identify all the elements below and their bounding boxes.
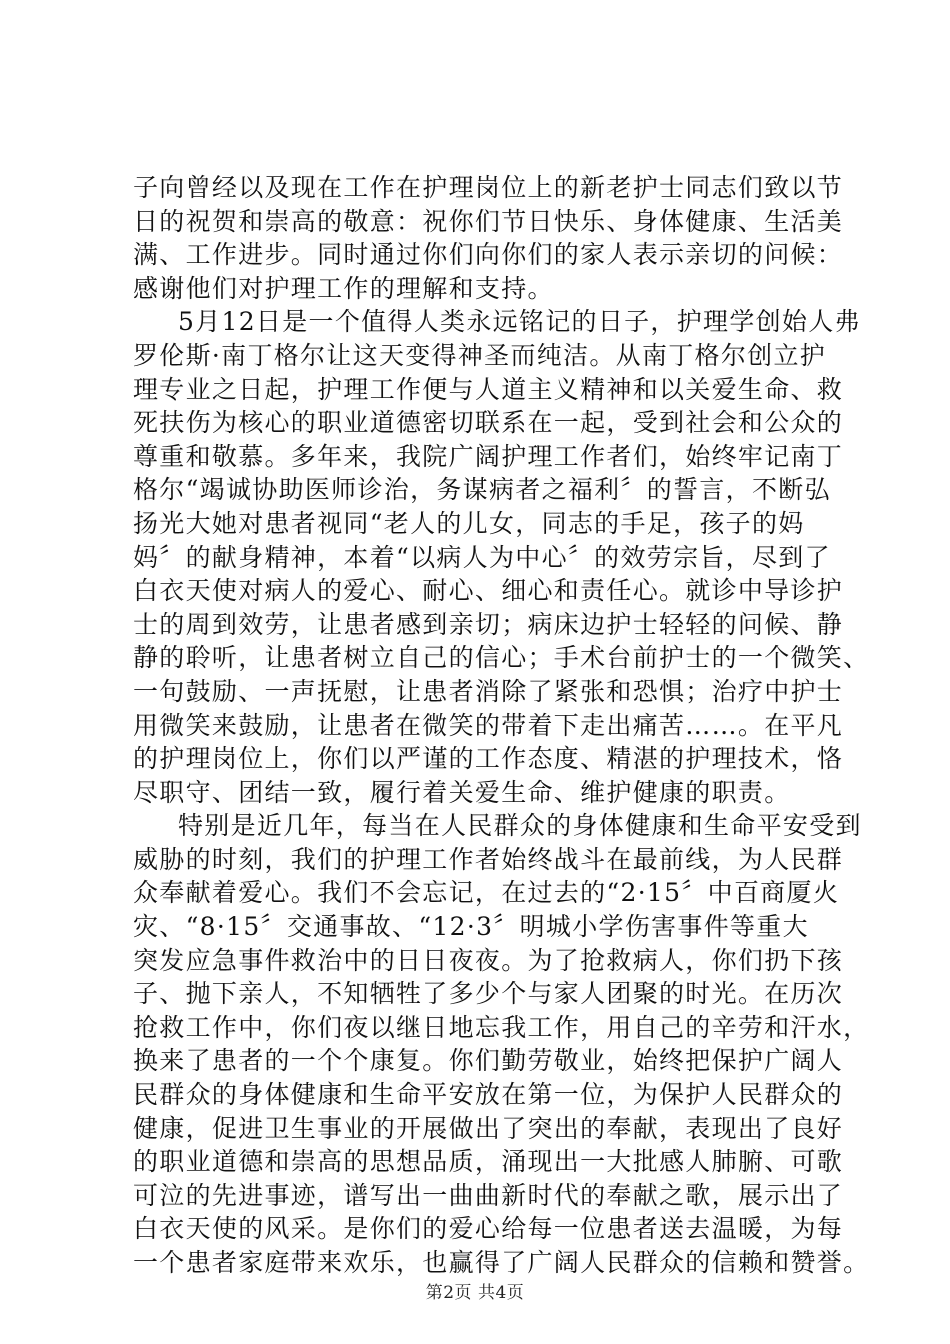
text-line: 健康，促进卫生事业的开展做出了突出的奉献，表现出了良好: [133, 1113, 844, 1143]
text-line: 感谢他们对护理工作的理解和支持。: [133, 273, 554, 303]
text-line: 突发应急事件救治中的日日夜夜。为了抢救病人，你们扔下孩: [133, 945, 844, 975]
text-line: 抢救工作中，你们夜以继日地忘我工作，用自己的辛劳和汗水，: [133, 1012, 870, 1042]
text-line: 日的祝贺和崇高的敬意：祝你们节日快乐、身体健康、生活美: [133, 206, 844, 236]
text-line: 满、工作进步。同时通过你们向你们的家人表示亲切的问候：: [133, 240, 844, 270]
text-line: 白衣天使对病人的爱心、耐心、细心和责任心。就诊中导诊护: [133, 576, 844, 606]
text-line: 民群众的身体健康和生命平安放在第一位，为保护人民群众的: [133, 1080, 844, 1110]
text-line: 格尔“竭诚协助医师诊治，务谋病者之福利〞的誓言，不断弘: [133, 475, 831, 505]
text-line: 士的周到效劳，让患者感到亲切；病床边护士轻轻的问候、静: [133, 609, 844, 639]
text-line: 可泣的先进事迹，谱写出一曲曲新时代的奉献之歌，展示出了: [133, 1180, 844, 1210]
text-line: 尊重和敬慕。多年来，我院广阔护理工作者们，始终牢记南丁: [133, 441, 844, 471]
text-line: 换来了患者的一个个康复。你们勤劳敬业，始终把保护广阔人: [133, 1046, 844, 1076]
text-line: 众奉献着爱心。我们不会忘记，在过去的“2·15〞中百商厦火: [133, 878, 840, 908]
text-line: 威胁的时刻，我们的护理工作者始终战斗在最前线，为人民群: [133, 844, 844, 874]
text-line: 尽职守、团结一致，履行着关爱生命、维护健康的职责。: [133, 777, 791, 807]
text-line: 理专业之日起，护理工作便与人道主义精神和以关爱生命、救: [133, 374, 844, 404]
text-line: 妈〞的献身精神，本着“以病人为中心〞的效劳宗旨，尽到了: [133, 542, 831, 572]
text-line: 一个患者家庭带来欢乐，也赢得了广阔人民群众的信赖和赞誉。: [133, 1248, 870, 1277]
text-line: 子向曾经以及现在工作在护理岗位上的新老护士同志们致以节: [133, 173, 844, 202]
text-line: 5月12日是一个值得人类永远铭记的日子，护理学创始人弗: [178, 307, 861, 337]
text-line: 一句鼓励、一声抚慰，让患者消除了紧张和恐惧；治疗中护士: [133, 676, 844, 706]
text-line: 灾、“8·15〞交通事故、“12·3〞明城小学伤害事件等重大: [133, 912, 809, 942]
text-line: 白衣天使的风采。是你们的爱心给每一位患者送去温暖，为每: [133, 1214, 844, 1244]
text-line: 子、抛下亲人，不知牺牲了多少个与家人团聚的时光。在历次: [133, 979, 844, 1009]
text-line: 死扶伤为核心的职业道德密切联系在一起，受到社会和公众的: [133, 408, 844, 438]
text-line: 的职业道德和崇高的思想品质，涌现出一大批感人肺腑、可歌: [133, 1147, 844, 1177]
text-line: 静的聆听，让患者树立自己的信心；手术台前护士的一个微笑、: [133, 643, 870, 673]
text-line: 用微笑来鼓励，让患者在微笑的带着下走出痛苦……。在平凡: [133, 710, 844, 740]
page-footer: 第2页 共4页: [425, 1283, 525, 1303]
body-text: [133, 171, 870, 1280]
text-line: 特别是近几年，每当在人民群众的身体健康和生命平安受到: [178, 811, 862, 841]
text-line: 扬光大她对患者视同“老人的儿女，同志的手足，孩子的妈: [133, 508, 805, 538]
text-line: 的护理岗位上，你们以严谨的工作态度、精湛的护理技术，恪: [133, 744, 844, 774]
text-line: 罗伦斯·南丁格尔让这天变得神圣而纯洁。从南丁格尔创立护: [133, 340, 827, 370]
